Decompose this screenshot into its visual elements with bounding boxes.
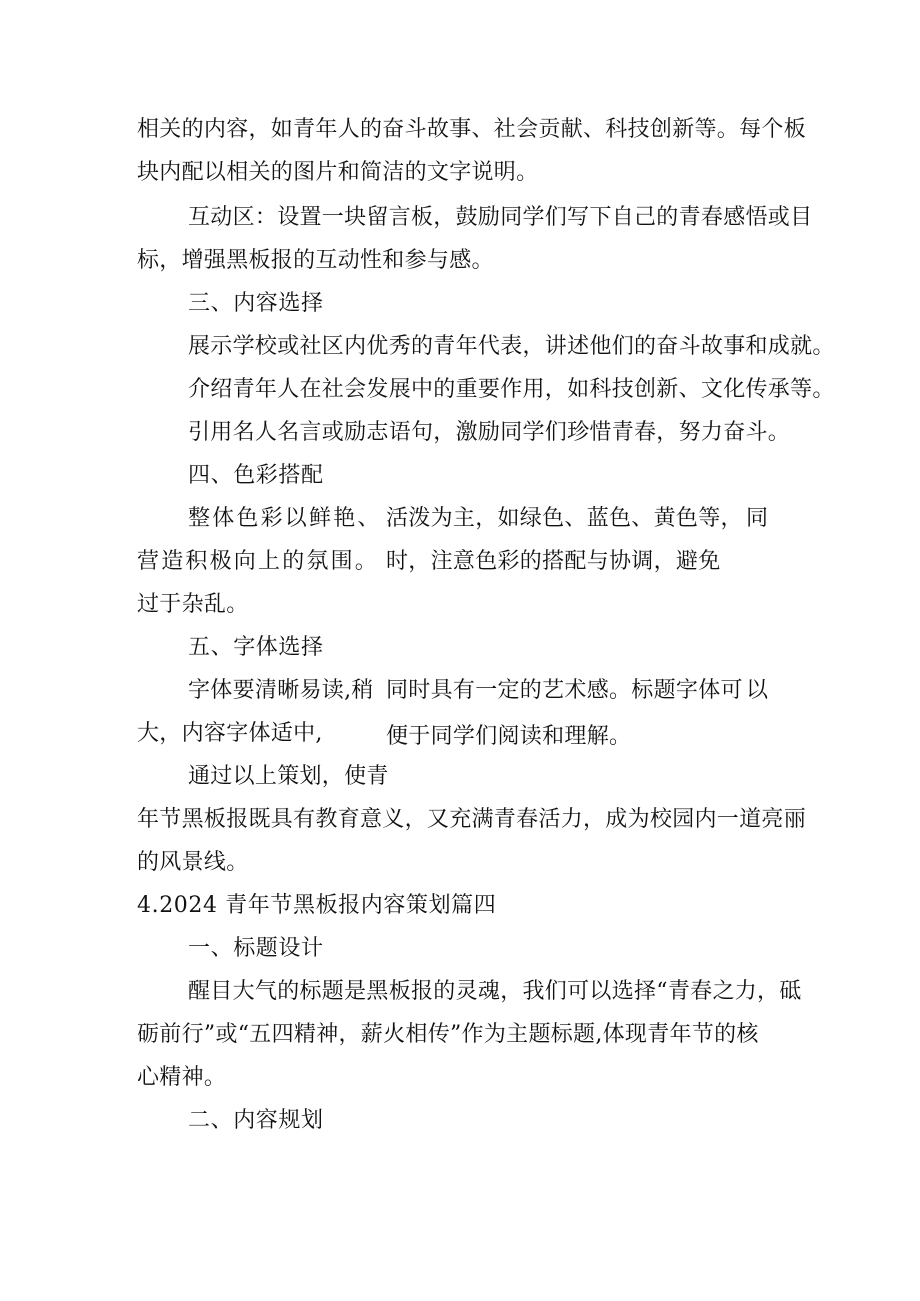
paragraph-line: 砺前行”或“五四精神，薪火相传”作为主题标题,体现青年节的核 — [137, 1022, 759, 1047]
paragraph-line: 心精神。 — [137, 1065, 227, 1090]
column-line-right: 同时具有一定的艺术感。标题字体可 — [386, 678, 743, 703]
column-line-left: 字体要清晰易读,稍 — [188, 678, 374, 703]
column-line-left: 大，内容字体适中, — [137, 721, 323, 746]
paragraph-line: 块内配以相关的图片和简洁的文字说明。 — [137, 160, 539, 185]
paragraph-line: 通过以上策划，使青 — [188, 764, 389, 789]
column-line-right: 时，注意色彩的搭配与协调，避免 — [386, 549, 721, 574]
column-line-left: 整体色彩以鲜艳、 — [188, 506, 382, 531]
paragraph-line: 过于杂乱。 — [137, 592, 249, 617]
paragraph-line: 的风景线。 — [137, 850, 249, 875]
column-line-fragment: 以 — [746, 678, 769, 703]
section-heading: 二、内容规划 — [188, 1108, 324, 1133]
section-heading: 一、标题设计 — [188, 936, 324, 961]
paragraph-line: 介绍青年人在社会发展中的重要作用，如科技创新、文化传承等。 — [188, 377, 835, 402]
paragraph-line: 展示学校或社区内优秀的青年代表，讲述他们的奋斗故事和成就。 — [188, 334, 835, 359]
paragraph-line: 相关的内容，如青年人的奋斗故事、社会贡献、科技创新等。每个板 — [137, 117, 807, 142]
paragraph-line: 标，增强黑板报的互动性和参与感。 — [137, 248, 494, 273]
chapter-heading: 4.2024 青年节黑板报内容策划篇四 — [137, 893, 497, 918]
column-line-left: 营造积极向上的氛围。 — [137, 549, 380, 574]
paragraph-line: 互动区：设置一块留言板，鼓励同学们写下自己的青春感悟或目 — [188, 205, 813, 230]
paragraph-line: 引用名人名言或励志语句，激励同学们珍惜青春，努力奋斗。 — [188, 420, 791, 445]
column-line-right: 便于同学们阅读和理解。 — [386, 724, 632, 749]
section-heading: 四、色彩搭配 — [188, 463, 324, 488]
section-heading: 三、内容选择 — [188, 291, 324, 316]
paragraph-line: 年节黑板报既具有教育意义，又充满青春活力，成为校园内一道亮丽 — [137, 807, 807, 832]
paragraph-line: 醒目大气的标题是黑板报的灵魂，我们可以选择“青春之力，砥 — [188, 979, 802, 1004]
column-line-right: 活泼为主，如绿色、蓝色、黄色等， — [386, 506, 743, 531]
section-heading: 五、字体选择 — [188, 635, 324, 660]
column-line-fragment: 同 — [746, 506, 769, 531]
